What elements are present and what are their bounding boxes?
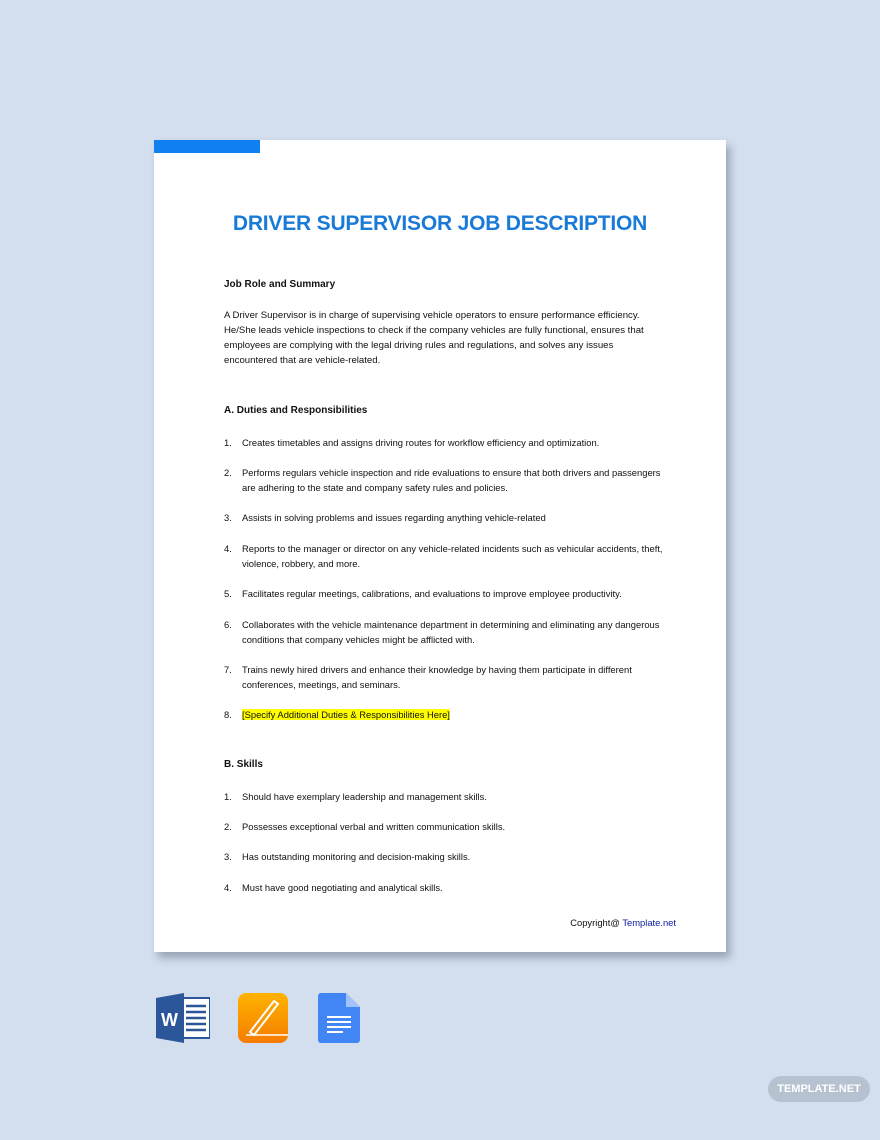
- list-item: [224, 510, 674, 525]
- summary-line: A Driver Supervisor is in charge of supervising vehicle operators to ensure performance efficiency.: [224, 310, 640, 321]
- item-number: 7.: [224, 664, 232, 675]
- item-number: 1.: [224, 437, 232, 448]
- list-item: [224, 880, 674, 895]
- svg-text:W: W: [161, 1010, 178, 1030]
- item-text: Must have good negotiating and analytical skills.: [242, 882, 443, 893]
- summary-line: employees are complying with the legal driving rules and regulations, and solves any issues: [224, 340, 614, 351]
- item-text: Possesses exceptional verbal and written communication skills.: [242, 821, 506, 832]
- accent-bar: [154, 140, 260, 153]
- list-item: [224, 586, 674, 601]
- document-page: [154, 140, 726, 952]
- list-item: [224, 541, 674, 571]
- list-item: [224, 789, 674, 804]
- item-text: Facilitates regular meetings, calibrations, and evaluations to improve employee productivity.: [242, 588, 622, 599]
- list-item: [224, 617, 674, 647]
- copyright-text: Copyright@: [570, 917, 623, 928]
- list-item: [224, 849, 674, 864]
- skills-heading: B. Skills: [224, 759, 263, 770]
- item-text: Creates timetables and assigns driving routes for workflow efficiency and optimization.: [242, 437, 600, 448]
- list-item: [224, 707, 674, 722]
- summary-heading: Job Role and Summary: [224, 279, 336, 290]
- item-number: 3.: [224, 512, 232, 523]
- template-net-badge[interactable]: TEMPLATE.NET: [768, 1076, 870, 1102]
- item-number: 6.: [224, 619, 232, 630]
- item-text: Performs regulars vehicle inspection and ride evaluations to ensure that both drivers and passengers are adhering to the state and company safety rules and policies.: [242, 467, 661, 493]
- item-number: 4.: [224, 882, 232, 893]
- document-title: DRIVER SUPERVISOR JOB DESCRIPTION: [232, 212, 648, 235]
- item-number: 5.: [224, 588, 232, 599]
- item-number: 2.: [224, 467, 232, 478]
- item-number: 8.: [224, 709, 232, 720]
- list-item: [224, 465, 674, 495]
- summary-line: He/She leads vehicle inspections to check if the company vehicles are fully functional, ensures that: [224, 325, 644, 336]
- item-text: Assists in solving problems and issues regarding anything vehicle-related: [242, 512, 546, 523]
- word-icon[interactable]: [156, 993, 210, 1043]
- item-number: 1.: [224, 791, 232, 802]
- template-link[interactable]: Template.net: [622, 917, 676, 928]
- summary-paragraph: [224, 308, 674, 368]
- summary-line: encountered that are vehicle-related.: [224, 355, 381, 366]
- duties-heading: A. Duties and Responsibilities: [224, 405, 368, 416]
- item-text: [Specify Additional Duties & Responsibilities Here]: [242, 709, 450, 720]
- item-text: Collaborates with the vehicle maintenance department in determining and eliminating any dangerous conditions that company vehicles might be afflicted with.: [242, 619, 660, 645]
- format-icons: [156, 993, 360, 1043]
- item-text: Trains newly hired drivers and enhance their knowledge by having them participate in different conferences, meetings, and seminars.: [242, 664, 632, 690]
- list-item: [224, 435, 674, 450]
- copyright: [570, 917, 676, 928]
- item-number: 3.: [224, 851, 232, 862]
- list-item: [224, 662, 674, 692]
- google-docs-icon[interactable]: [318, 993, 360, 1043]
- pages-icon[interactable]: [238, 993, 290, 1043]
- item-number: 2.: [224, 821, 232, 832]
- list-item: [224, 819, 674, 834]
- item-text: Reports to the manager or director on any vehicle-related incidents such as vehicular accidents, theft, violence, robbery, and more.: [242, 543, 663, 569]
- item-number: 4.: [224, 543, 232, 554]
- item-text: Has outstanding monitoring and decision-making skills.: [242, 851, 471, 862]
- item-text: Should have exemplary leadership and management skills.: [242, 791, 487, 802]
